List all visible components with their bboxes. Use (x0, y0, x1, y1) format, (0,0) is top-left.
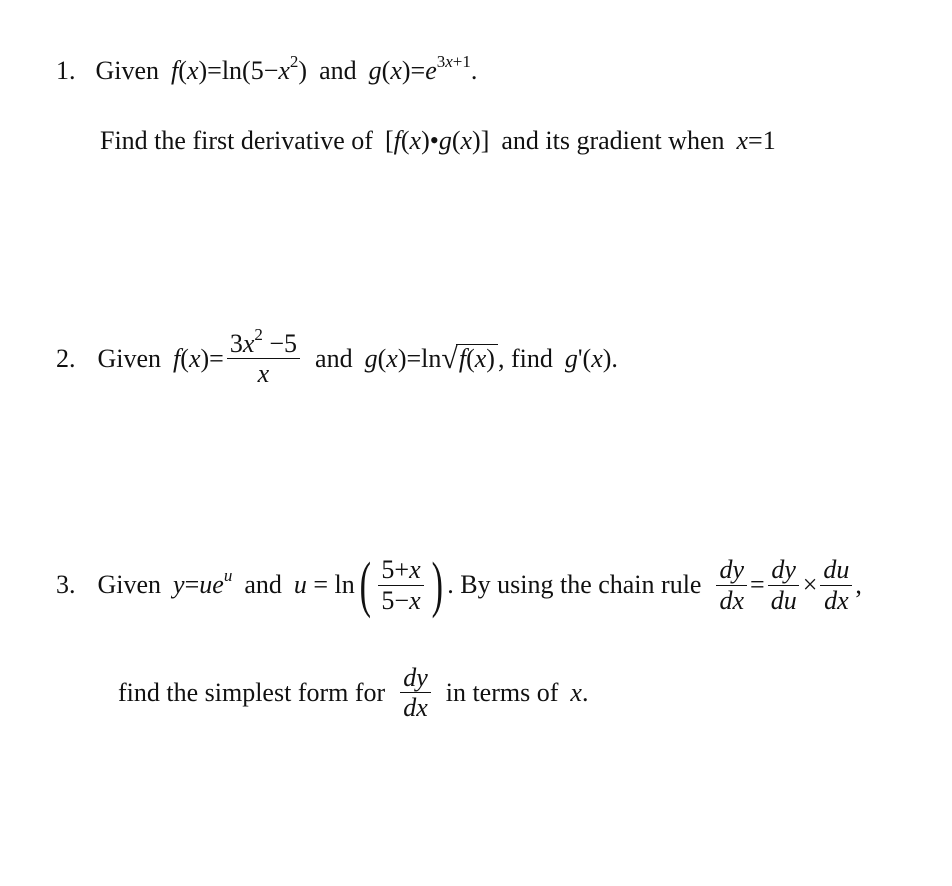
dy-dx-fraction: $\frac{dy}{dx}$ (400, 664, 431, 722)
find-word: , find (497, 343, 553, 373)
question-number: 2. (56, 343, 76, 373)
in-terms-text: in terms of (445, 677, 559, 707)
question-number: 3. (56, 570, 76, 599)
and-word: and (319, 56, 357, 85)
given-word: Given (97, 343, 162, 373)
g-prime: g'(x). (564, 343, 618, 373)
f-definition: $f(x)=\ln(5-x^2)$ (171, 52, 308, 85)
simplest-form-text: find the simplest form for (118, 677, 386, 707)
g-definition: $g(x)=e^{3x+1}$. (368, 52, 478, 85)
fraction: $\frac{5+x}{5-x}$ (378, 556, 423, 614)
square-root: √ f(x) (441, 344, 498, 374)
given-word: Given (95, 56, 160, 85)
derivative-text: Find the first derivative of (100, 126, 373, 155)
fraction: $\frac{3x^2 -5}{x}$ (227, 330, 300, 388)
question-3-line-1: 3. Given $y=ue^u$ and u = ln ( $\frac{5+x}{5-x}$ ) . By using the chain rule $\frac{dy}{dx}$ = $\frac{dy}{du}$ × $\frac{du}{dx}$ , (56, 551, 862, 619)
and-word: and (244, 570, 282, 599)
x-variable: x. (570, 677, 589, 707)
y-definition: $y=ue^u$ (173, 566, 233, 599)
and-word: and (315, 343, 353, 373)
gradient-text: and its gradient when (501, 126, 725, 155)
question-1-line-2 (100, 126, 776, 156)
chain-rule-text: . By using the chain rule (447, 570, 702, 599)
dy-dx-fraction: $\frac{dy}{dx}$ (716, 556, 747, 614)
du-dx-fraction: $\frac{du}{dx}$ (820, 556, 852, 614)
question-3-line-2 (118, 664, 588, 722)
f-definition: f(x)= (173, 343, 224, 373)
question-number: 1. (56, 56, 76, 85)
question-1-line-1 (56, 52, 478, 86)
product-expression: [f(x)•g(x)] (384, 126, 490, 155)
dy-du-fraction: $\frac{dy}{du}$ (768, 556, 800, 614)
u-definition: u = ln (293, 570, 355, 599)
given-word: Given (97, 570, 162, 599)
question-2-line (56, 325, 618, 389)
g-definition: g(x)=ln (364, 343, 442, 373)
x-value: x=1 (736, 126, 776, 155)
